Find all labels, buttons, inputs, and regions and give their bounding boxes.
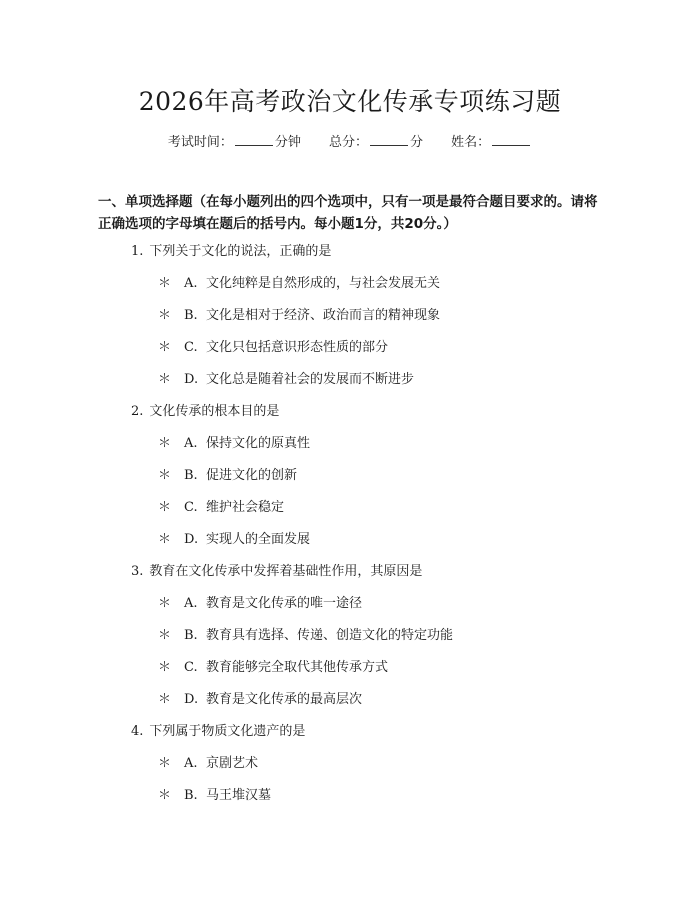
question-number: 3. [131, 564, 144, 579]
question-3 [0, 556, 700, 716]
option-item[interactable] [0, 332, 700, 364]
bullet-asterisk-icon: ＊ [158, 596, 172, 611]
question-text: 下列属于物质文化遗产的是 [149, 724, 306, 739]
bullet-asterisk-icon: ＊ [158, 788, 172, 803]
option-letter: C. [184, 500, 198, 515]
option-letter: C. [184, 660, 198, 675]
bullet-asterisk-icon: ＊ [158, 532, 172, 547]
option-item[interactable] [0, 748, 700, 780]
option-text: 保持文化的原真性 [206, 436, 311, 451]
option-item[interactable] [0, 780, 700, 812]
option-letter: D. [184, 692, 199, 707]
option-item[interactable] [0, 492, 700, 524]
question-number: 4. [131, 724, 144, 739]
option-letter: D. [184, 532, 199, 547]
option-item[interactable] [0, 428, 700, 460]
option-text: 文化纯粹是自然形成的，与社会发展无关 [206, 276, 441, 291]
student-name-field [451, 131, 532, 150]
option-letter: C. [184, 340, 198, 355]
option-item[interactable] [0, 588, 700, 620]
option-letter: B. [184, 788, 198, 803]
option-text: 教育具有选择、传递、创造文化的特定功能 [206, 628, 454, 643]
option-item[interactable] [0, 460, 700, 492]
option-letter: A. [184, 436, 198, 451]
bullet-asterisk-icon: ＊ [158, 500, 172, 515]
question-stem [0, 396, 700, 428]
student-name-blank[interactable] [492, 134, 530, 146]
question-number: 1. [131, 244, 144, 259]
question-text: 文化传承的根本目的是 [149, 404, 280, 419]
total-score-label: 总分： [328, 135, 368, 150]
bullet-asterisk-icon: ＊ [158, 692, 172, 707]
option-text: 实现人的全面发展 [206, 532, 311, 547]
question-text: 教育在文化传承中发挥着基础性作用，其原因是 [149, 564, 423, 579]
question-number: 2. [131, 404, 144, 419]
option-item[interactable] [0, 684, 700, 716]
option-text: 教育能够完全取代其他传承方式 [206, 660, 389, 675]
option-item[interactable] [0, 524, 700, 556]
exam-time-unit: 分钟 [274, 135, 301, 150]
exam-time-label: 考试时间： [167, 135, 233, 150]
option-letter: B. [184, 628, 198, 643]
question-stem [0, 716, 700, 748]
option-text: 京剧艺术 [206, 756, 259, 771]
bullet-asterisk-icon: ＊ [158, 628, 172, 643]
option-item[interactable] [0, 364, 700, 396]
option-item[interactable] [0, 268, 700, 300]
section-heading: 一、单项选择题（在每小题列出的四个选项中，只有一项是最符合题目要求的。请将正确选项的字母填在题后的括号内。每小题1分，共20分。） [98, 194, 598, 232]
exam-info-row [0, 131, 700, 150]
bullet-asterisk-icon: ＊ [158, 468, 172, 483]
question-2 [0, 396, 700, 556]
option-letter: B. [184, 468, 198, 483]
total-score-blank[interactable] [370, 134, 408, 146]
exam-time-blank[interactable] [235, 134, 273, 146]
bullet-asterisk-icon: ＊ [158, 436, 172, 451]
option-text: 马王堆汉墓 [206, 788, 272, 803]
option-letter: A. [184, 276, 198, 291]
option-letter: B. [184, 308, 198, 323]
option-letter: A. [184, 756, 198, 771]
total-score-field [329, 131, 423, 150]
option-text: 文化总是随着社会的发展而不断进步 [206, 372, 415, 387]
total-score-unit: 分 [410, 135, 424, 150]
option-letter: A. [184, 596, 198, 611]
option-text: 教育是文化传承的唯一途径 [206, 596, 363, 611]
option-item[interactable] [0, 652, 700, 684]
bullet-asterisk-icon: ＊ [158, 756, 172, 771]
question-stem [0, 236, 700, 268]
bullet-asterisk-icon: ＊ [158, 308, 172, 323]
question-1 [0, 236, 700, 396]
bullet-asterisk-icon: ＊ [158, 660, 172, 675]
option-item[interactable] [0, 300, 700, 332]
question-text: 下列关于文化的说法，正确的是 [149, 244, 332, 259]
option-text: 文化只包括意识形态性质的部分 [206, 340, 389, 355]
option-item[interactable] [0, 620, 700, 652]
option-letter: D. [184, 372, 199, 387]
question-list [0, 236, 700, 812]
bullet-asterisk-icon: ＊ [158, 340, 172, 355]
option-text: 教育是文化传承的最高层次 [206, 692, 363, 707]
exam-time-field [168, 131, 301, 150]
option-text: 文化是相对于经济、政治而言的精神现象 [206, 308, 441, 323]
page-title: 2026年高考政治文化传承专项练习题 [138, 87, 562, 116]
question-4 [0, 716, 700, 812]
question-stem [0, 556, 700, 588]
option-text: 促进文化的创新 [206, 468, 298, 483]
option-text: 维护社会稳定 [206, 500, 285, 515]
bullet-asterisk-icon: ＊ [158, 372, 172, 387]
bullet-asterisk-icon: ＊ [158, 276, 172, 291]
student-name-label: 姓名： [451, 135, 491, 150]
